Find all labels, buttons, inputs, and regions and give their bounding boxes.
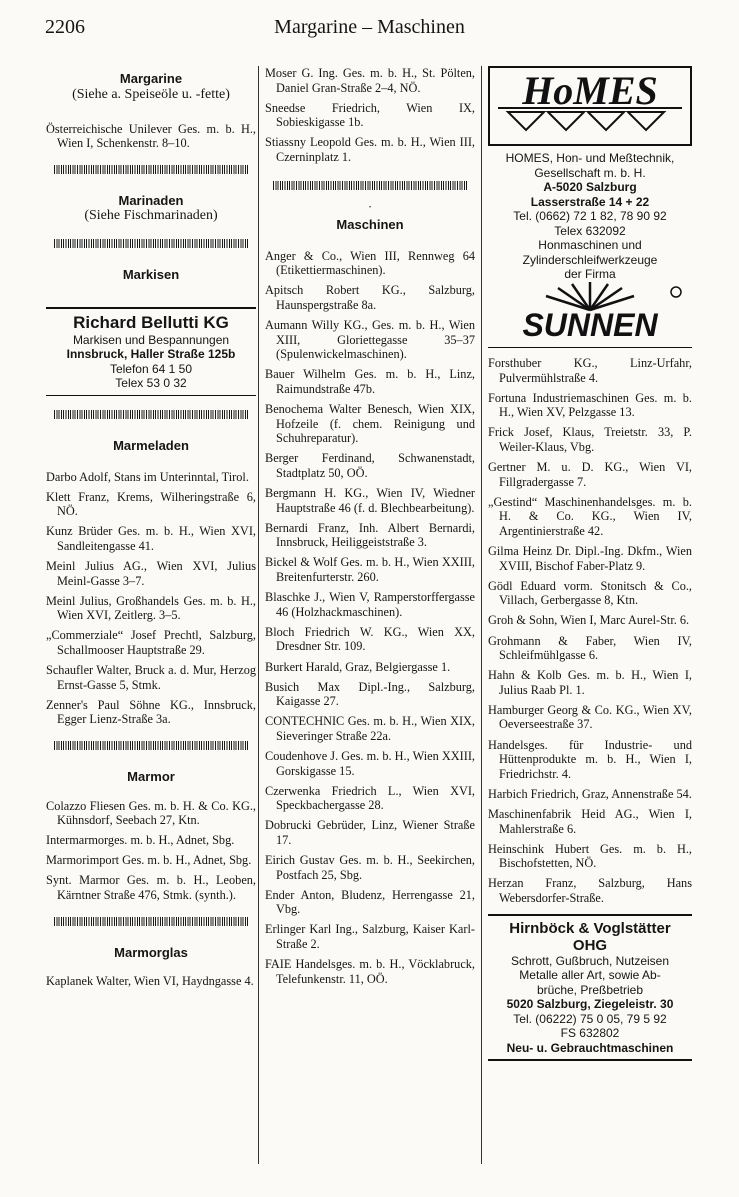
ad-company-name: Richard Bellutti KG (73, 312, 229, 332)
section-divider (273, 181, 467, 190)
list-item: Kaplanek Walter, Wien VI, Haydngasse 4. (46, 974, 254, 989)
page-header (0, 0, 739, 50)
column-rule (481, 66, 482, 1164)
ad-phone: Tel. (0662) 72 1 82, 78 90 92 (513, 209, 667, 223)
section-divider (54, 741, 248, 750)
ad-line: brüche, Preßbetrieb (536, 982, 644, 997)
list-item: Darbo Adolf, Stans im Unterinntal, Tirol. (46, 469, 249, 484)
list-item: Anger & Co., Wien III, Rennweg 64 (Etikettiermaschinen). (265, 248, 475, 278)
ad-telex: FS 632802 (560, 1026, 620, 1040)
sunnen-logo-text: SUNNEN (522, 306, 658, 342)
cross-reference: (Siehe Fischmarinaden) (84, 208, 218, 224)
list-item: Gödl Eduard vorm. Stonitsch & Co., Villach, Gerbergasse 8, Ktn. (488, 578, 692, 608)
column-rule (258, 66, 259, 1164)
section-title-margarine: Margarine (119, 71, 183, 86)
section-title-markisen: Markisen (122, 267, 180, 283)
list-item: Österreichische Unilever Ges. m. b. H., Wien I, Schenkenstr. 8–10. (46, 121, 256, 151)
section-title-marmeladen: Marmeladen (113, 437, 189, 453)
column-2 (265, 66, 475, 992)
ad-phone: Telefon 64 1 50 (109, 361, 193, 376)
advertisement-bellutti (46, 307, 256, 396)
list-item: Fortuna Industriemaschinen Ges. m. b. H., Wien XV, Pelzgasse 13. (488, 390, 692, 420)
ad-company-form: OHG (572, 936, 608, 954)
list-item: Harbich Friedrich, Graz, Annenstraße 54. (488, 786, 692, 801)
homes-logo-text: HoMES (522, 68, 658, 113)
ad-phone: Tel. (06222) 75 0 05, 79 5 92 (513, 1011, 667, 1026)
list-item: Blaschke J., Wien V, Ramperstorffergasse 46 (Holzhackmaschinen). (265, 590, 475, 619)
list-item: Busich Max Dipl.-Ing., Salzburg, Kaigasse 27. (265, 679, 475, 709)
list-item: Schaufler Walter, Bruck a. d. Mur, Herzog Ernst-Gasse 5, Stmk. (46, 663, 256, 692)
list-item: Sneedse Friedrich, Wien IX, Sobieskigasse 1b. (265, 100, 475, 130)
section-title-marinaden: Marinaden (118, 192, 184, 208)
ad-address: Innsbruck, Haller Straße 125b (66, 347, 236, 362)
ad-company-name: Hirnböck & Voglstätter (509, 919, 671, 937)
section-divider (54, 917, 248, 926)
list-item: Berger Ferdinand, Schwanenstadt, Stadtplatz 50, OÖ. (265, 451, 475, 480)
list-item: CONTECHNIC Ges. m. b. H., Wien XIX, Sieveringer Straße 22a. (265, 714, 475, 743)
page-number: 2206 (45, 16, 85, 38)
ad-line: Lasserstraße 14 + 22 (530, 194, 650, 209)
section-divider (54, 165, 248, 174)
advertisement-hirnboeck (488, 914, 692, 1062)
ad-line: Gesellschaft m. b. H. (534, 165, 646, 180)
ad-line: Zylinderschleifwerkzeuge (522, 252, 658, 267)
section-title-maschinen: Maschinen (336, 217, 404, 233)
ad-telex: Telex 632092 (554, 223, 626, 238)
list-item: Czerwenka Friedrich L., Wien XVI, Speckbachergasse 28. (265, 783, 475, 813)
list-item: Meinl Julius, Großhandels Ges. m. b. H., Wien XVI, Zeitlerg. 3–5. (46, 593, 256, 623)
list-item: Coudenhove J. Ges. m. b. H., Wien XXIII, Gorskigasse 15. (265, 748, 475, 778)
list-item: Marmorimport Ges. m. b. H., Adnet, Sbg. (46, 853, 252, 868)
list-item: Maschinenfabrik Heid AG., Wien I, Mahlerstraße 6. (488, 806, 692, 836)
ad-line: Metalle aller Art, sowie Ab- (519, 968, 661, 982)
list-item: Hamburger Georg & Co. KG., Wien XV, Oeverseestraße 37. (488, 702, 692, 732)
homes-logo (488, 66, 692, 146)
list-item: Bloch Friedrich W. KG., Wien XX, Dresdner Str. 109. (265, 624, 475, 654)
list-item: Benochema Walter Benesch, Wien XIX, Hofzeile (f. chem. Reinigung und Schuhreparatur). (265, 402, 475, 446)
list-item: Eirich Gustav Ges. m. b. H., Seekirchen, Postfach 25, Sbg. (265, 853, 475, 882)
list-item: Groh & Sohn, Wien I, Marc Aurel-Str. 6. (488, 613, 690, 628)
list-item: Bergmann H. KG., Wien IV, Wiedner Hauptstraße 46 (f. d. Blechbearbeitung). (265, 486, 475, 515)
list-item: Zenner's Paul Söhne KG., Innsbruck, Egger Lienz-Straße 3a. (46, 697, 256, 727)
list-item: Hahn & Kolb Ges. m. b. H., Wien I, Julius Raab Pl. 1. (488, 668, 692, 697)
list-item: Meinl Julius AG., Wien XVI, Julius Meinl-Gasse 3–7. (46, 559, 256, 588)
list-item: Handelsges. für Industrie- und Hüttenprodukte m. b. H., Wien I, Friedrichstr. 4. (488, 737, 692, 781)
ad-address: 5020 Salzburg, Ziegeleistr. 30 (506, 997, 674, 1011)
column-3 (488, 66, 692, 1061)
list-item: Gilma Heinz Dr. Dipl.-Ing. Dkfm., Wien XVIII, Bischof Faber-Platz 9. (488, 544, 692, 573)
list-item: Grohmann & Faber, Wien IV, Schleifmühlgasse 6. (488, 633, 692, 663)
list-item: Frick Josef, Klaus, Treietstr. 33, P. Weiler-Klaus, Vbg. (488, 425, 692, 454)
list-item: Bauer Wilhelm Ges. m. b. H., Linz, Raimundstraße 47b. (265, 367, 475, 396)
list-item: Dobrucki Gebrüder, Linz, Wiener Straße 17. (265, 818, 475, 847)
list-item: Forsthuber KG., Linz-Urfahr, Pulvermühlstraße 4. (488, 356, 692, 385)
list-item: Intermarmorges. m. b. H., Adnet, Sbg. (46, 833, 235, 848)
list-item: Ender Anton, Bludenz, Herrengasse 21, Vbg. (265, 887, 475, 917)
list-item: „Gestind“ Maschinenhandelsges. m. b. H. & Co. KG., Wien IV, Argentinierstraße 42. (488, 494, 692, 538)
decorative-dot: · (367, 199, 373, 214)
list-item: Erlinger Karl Ing., Salzburg, Kaiser Karl-Straße 2. (265, 922, 475, 951)
ad-tagline: Neu- u. Gebrauchtmaschinen (506, 1040, 674, 1055)
list-item: Kunz Brüder Ges. m. b. H., Wien XVI, Sandleitengasse 41. (46, 524, 256, 553)
ad-line: Schrott, Gußbruch, Nutzeisen (510, 953, 670, 968)
list-item: Heinschink Hubert Ges. m. b. H., Bischofstetten, NÖ. (488, 841, 692, 871)
list-item: Moser G. Ing. Ges. m. b. H., St. Pölten, Daniel Gran-Straße 2–4, NÖ. (265, 66, 475, 95)
list-item: Burkert Harald, Graz, Belgiergasse 1. (265, 659, 451, 674)
cross-reference: (Siehe a. Speiseöle u. -fette) (72, 86, 230, 102)
list-item: Gertner M. u. D. KG., Wien VI, Fillgradergasse 7. (488, 460, 692, 489)
section-title-marmorglas: Marmorglas (114, 944, 188, 960)
list-item: Synt. Marmor Ges. m. b. H., Leoben, Kärntner Straße 476, Stmk. (synth.). (46, 873, 256, 903)
list-item: FAIE Handelsges. m. b. H., Vöcklabruck, Telefunkenstr. 11, OÖ. (265, 957, 475, 986)
list-item: Klett Franz, Krems, Wilheringstraße 6, NÖ. (46, 489, 256, 519)
ad-line: A-5020 Salzburg (543, 180, 637, 194)
list-item: Colazzo Fliesen Ges. m. b. H. & Co. KG., Kühnsdorf, Seebach 27, Ktn. (46, 798, 256, 828)
column-1 (46, 66, 256, 994)
advertisement-homes (488, 151, 692, 345)
homes-logo-graphic (490, 68, 690, 140)
ad-line: der Firma (564, 267, 616, 281)
list-item: Bernardi Franz, Inh. Albert Bernardi, Innsbruck, Heiliggeiststraße 3. (265, 520, 475, 550)
list-item: Apitsch Robert KG., Salzburg, Haunspergstraße 8a. (265, 283, 475, 313)
ad-line: HOMES, Hon- und Meßtechnik, (505, 151, 675, 165)
list-item: „Commerziale“ Josef Prechtl, Salzburg, Schallmooser Hauptstraße 29. (46, 628, 256, 657)
sunnen-logo (488, 282, 692, 342)
section-divider (54, 239, 248, 248)
list-item: Bickel & Wolf Ges. m. b. H., Wien XXIII, Breitenfurterstr. 260. (265, 555, 475, 585)
list-item: Stiassny Leopold Ges. m. b. H., Wien III, Czerninplatz 1. (265, 135, 475, 164)
ad-telex: Telex 53 0 32 (115, 376, 187, 391)
ad-line: Markisen und Bespannungen (72, 332, 230, 347)
list-item: Aumann Willy KG., Ges. m. b. H., Wien XIII, Gloriettegasse 35–37 (Spulenwickelmaschinen). (265, 318, 475, 362)
ad-line: Honmaschinen und (538, 238, 642, 252)
section-title-marmor: Marmor (127, 768, 175, 784)
list-item: Herzan Franz, Salzburg, Hans Webersdorfer-Straße. (488, 876, 692, 905)
section-divider (54, 410, 248, 419)
running-title: Margarine – Maschinen (274, 16, 465, 38)
